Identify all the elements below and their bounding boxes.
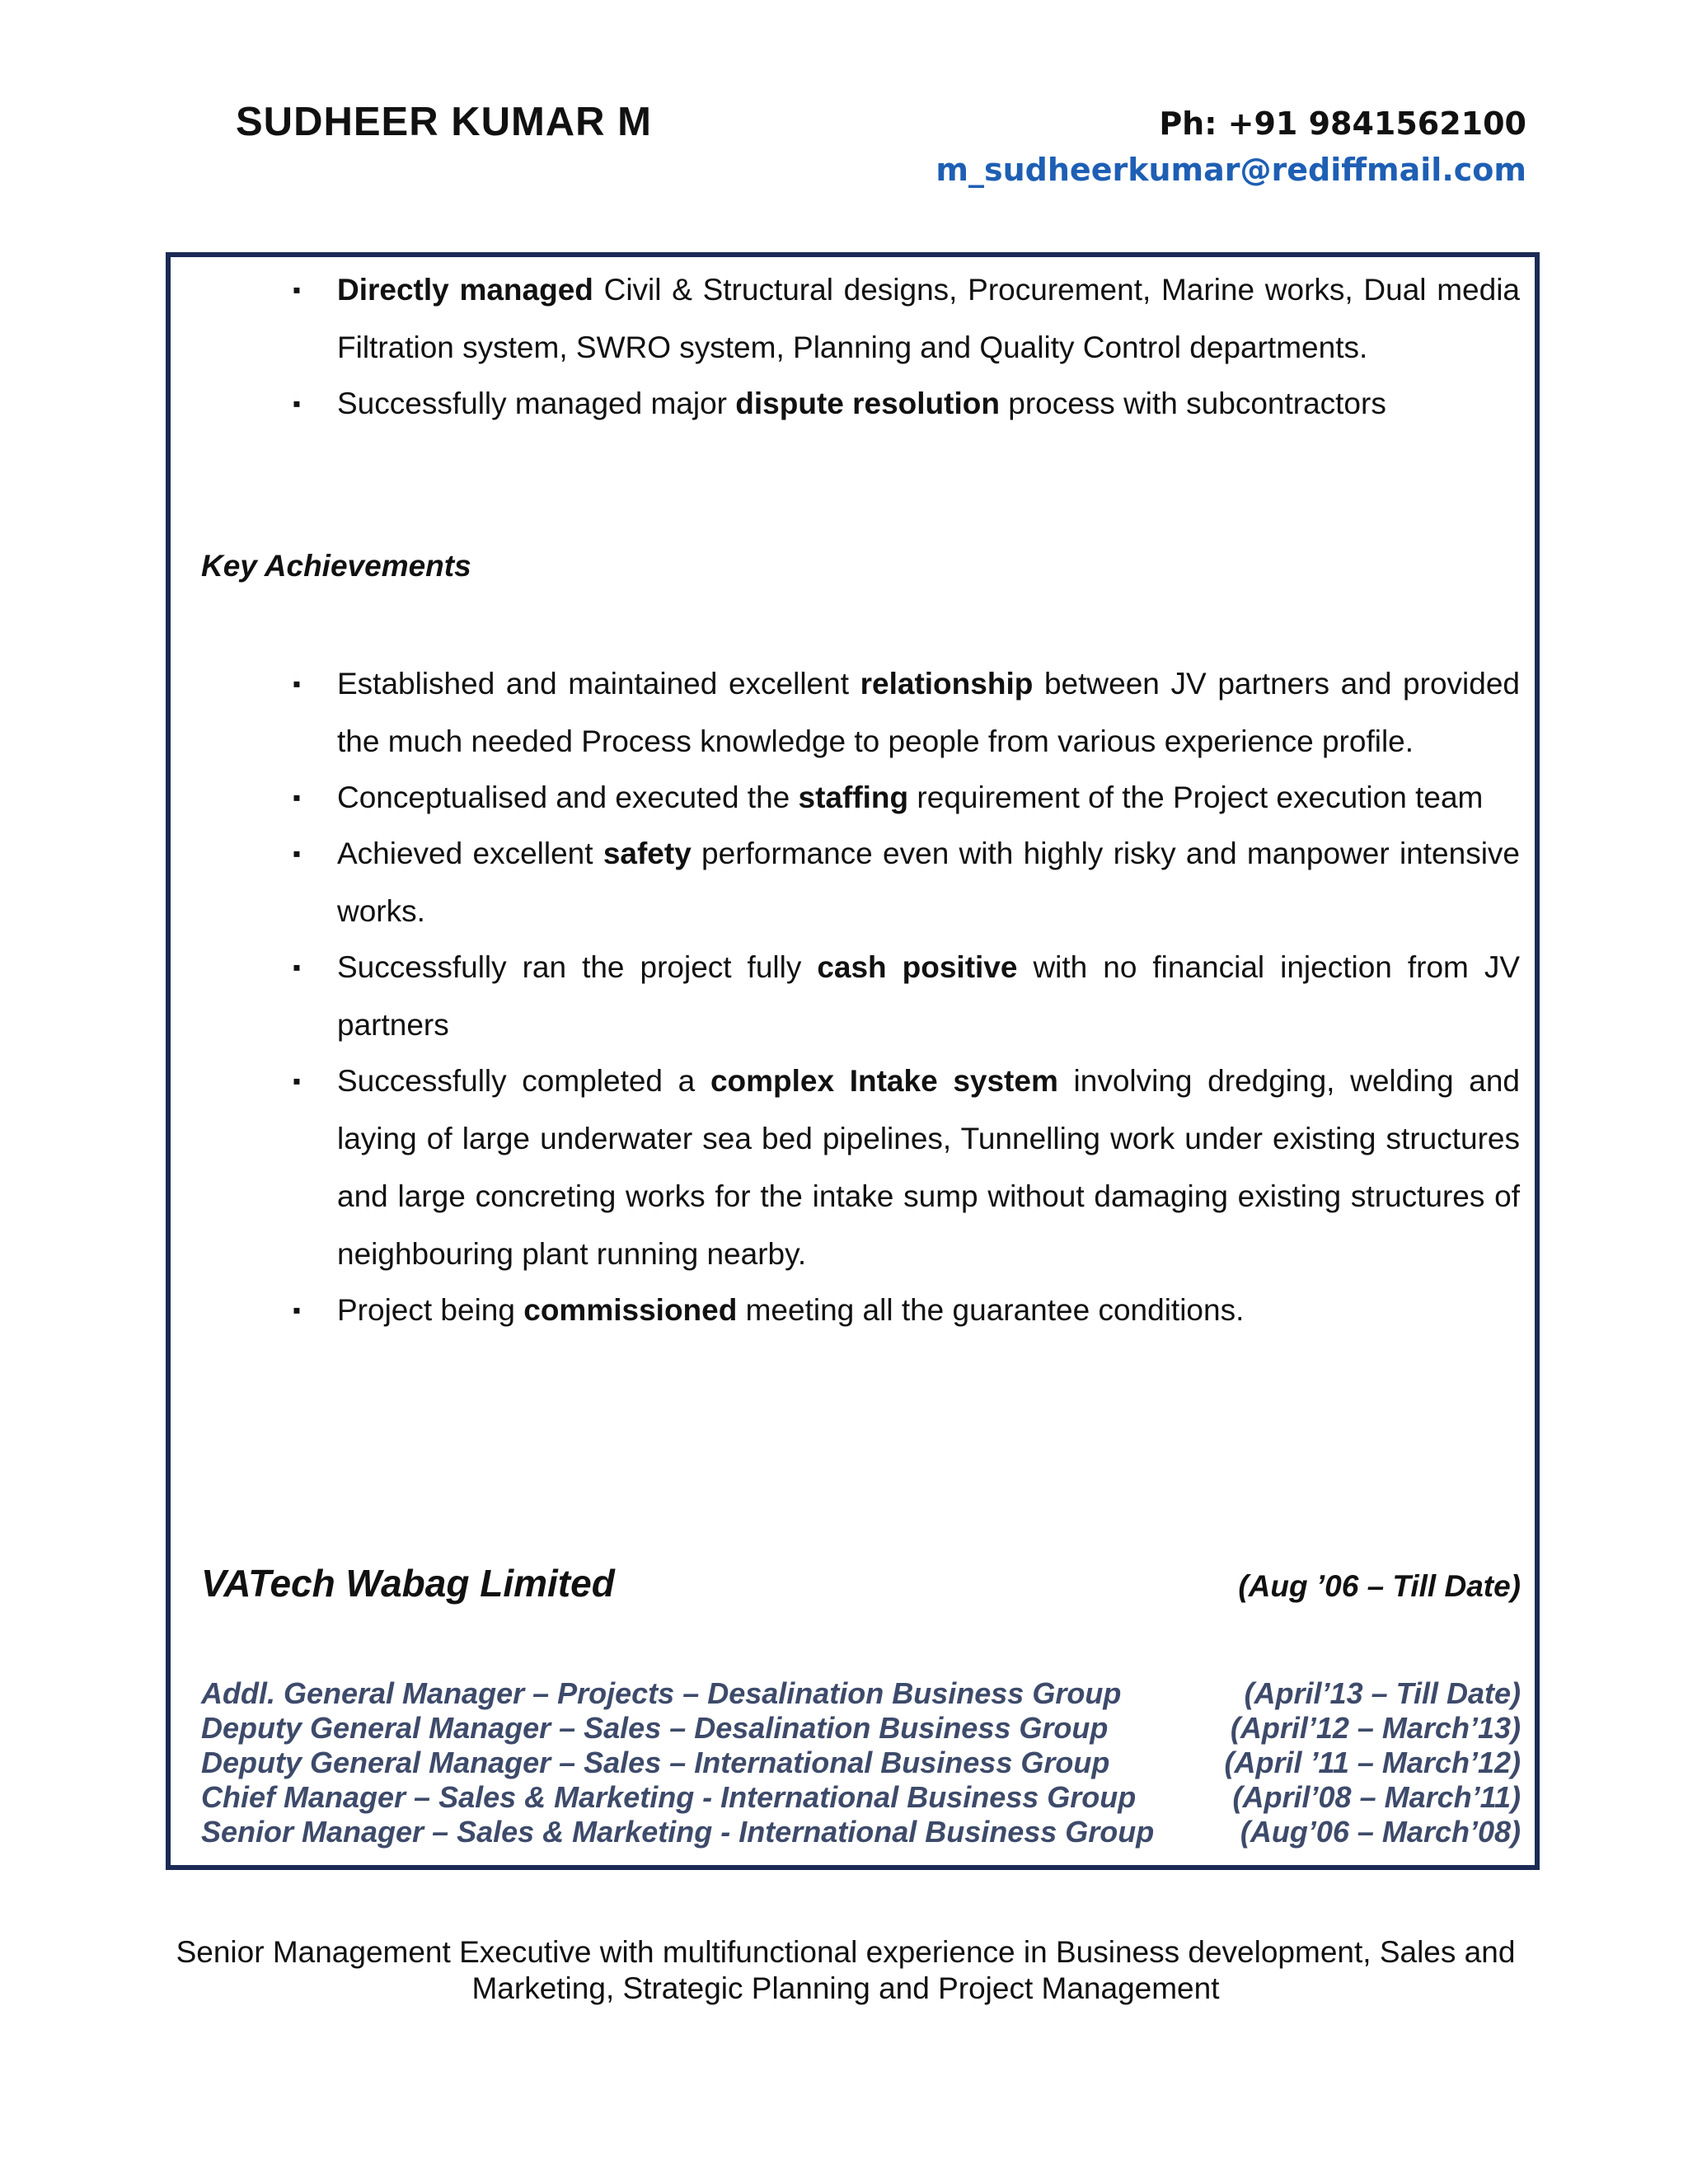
bullet-item xyxy=(293,655,1520,771)
role-dates: (April’12 – March’13) xyxy=(1230,1711,1521,1745)
bullet-text: process with subcontractors xyxy=(999,387,1386,420)
role-title: Chief Manager – Sales & Marketing - International Business Group xyxy=(201,1780,1137,1814)
bullet-marker-icon: ▪ xyxy=(293,785,301,810)
bullet-text: Conceptualised and executed the xyxy=(337,780,799,814)
bullet-marker-icon: ▪ xyxy=(293,391,301,416)
bullet-text: involving dredging, welding and laying of large underwater sea bed pipelines, Tunnelling work under existing structures and large concreting works for the intake sump without damaging existing structures of neighbouring plant running nearby. xyxy=(337,1064,1520,1271)
bullet-emphasis: safety xyxy=(603,837,692,870)
bullet-text: Project being xyxy=(337,1293,524,1327)
bullet-marker-icon: ▪ xyxy=(293,671,301,696)
role-dates: (April’13 – Till Date) xyxy=(1244,1676,1521,1710)
bullet-emphasis: staffing xyxy=(798,780,909,814)
bullet-text: meeting all the guarantee conditions. xyxy=(737,1293,1245,1327)
bullet-text: performance even with highly risky and manpower intensive works. xyxy=(337,837,1520,928)
role-row xyxy=(201,1815,1521,1849)
bullet-marker-icon: ▪ xyxy=(293,277,301,302)
bullet-text: requirement of the Project execution team xyxy=(908,780,1484,814)
bullet-text: Achieved excellent xyxy=(337,837,603,870)
bullet-marker-icon: ▪ xyxy=(293,1068,301,1094)
achievements-list xyxy=(171,655,1535,1338)
role-title: Deputy General Manager – Sales – International Business Group xyxy=(201,1746,1110,1779)
bullet-marker-icon: ▪ xyxy=(293,1297,301,1323)
bullet-item xyxy=(293,1282,1520,1339)
bullet-emphasis: cash positive xyxy=(817,950,1018,984)
role-dates: (Aug’06 – March’08) xyxy=(1240,1815,1521,1849)
roles-list xyxy=(201,1676,1521,1849)
bullet-emphasis: commissioned xyxy=(523,1293,738,1327)
bullet-item xyxy=(293,1052,1520,1283)
email-link[interactable]: m_sudheerkumar@rediffmail.com xyxy=(935,152,1526,188)
bullet-item xyxy=(293,939,1521,1054)
bullet-text: Established and maintained excellent xyxy=(337,667,860,701)
role-title: Senior Manager – Sales & Marketing - International Business Group xyxy=(201,1815,1155,1849)
role-row xyxy=(201,1780,1521,1815)
bullet-item xyxy=(293,375,1520,433)
bullet-emphasis: relationship xyxy=(860,667,1034,701)
bullet-marker-icon: ▪ xyxy=(293,954,301,980)
bullet-text: Successfully ran the project fully xyxy=(337,950,818,984)
bullet-marker-icon: ▪ xyxy=(293,841,301,866)
candidate-name: SUDHEER KUMAR M xyxy=(236,100,652,144)
profile-summary-line: Marketing, Strategic Planning and Project Management xyxy=(471,1971,1220,2005)
bullet-emphasis: Directly managed xyxy=(337,273,593,307)
bullet-text: Successfully completed a xyxy=(337,1064,710,1098)
bullet-item xyxy=(293,825,1520,940)
role-row xyxy=(201,1746,1521,1780)
profile-summary-line: Senior Management Executive with multifunctional experience in Business development, Sales and xyxy=(176,1935,1516,1969)
bullet-emphasis: complex Intake system xyxy=(710,1064,1058,1098)
key-achievements-heading: Key Achievements xyxy=(201,549,471,583)
bullet-item xyxy=(293,261,1520,377)
bullet-text: with no financial injection from JV partners xyxy=(337,950,1521,1042)
role-dates: (April ’11 – March’12) xyxy=(1224,1746,1521,1779)
role-title: Addl. General Manager – Projects – Desalination Business Group xyxy=(201,1676,1122,1710)
company-name: VATech Wabag Limited xyxy=(201,1562,615,1605)
bullet-emphasis: dispute resolution xyxy=(735,387,1000,420)
role-title: Deputy General Manager – Sales – Desalination Business Group xyxy=(201,1711,1109,1745)
phone-number: Ph: +91 9841562100 xyxy=(1159,105,1526,142)
bullet-text: Successfully managed major xyxy=(337,387,736,420)
bullet-item xyxy=(293,769,1520,827)
bullet-text: between JV partners and provided the much needed Process knowledge to people from various experience profile. xyxy=(337,667,1520,758)
profile-summary xyxy=(165,1934,1526,2007)
responsibilities-list xyxy=(171,261,1535,431)
experience-frame xyxy=(166,252,1540,1870)
bullet-text: Civil & Structural designs, Procurement, Marine works, Dual media Filtration system, SWRO system, Planning and Quality Control departments. xyxy=(337,273,1520,364)
role-row xyxy=(201,1676,1521,1711)
role-row xyxy=(201,1711,1521,1746)
company-dates: (Aug ’06 – Till Date) xyxy=(1238,1569,1521,1603)
role-dates: (April’08 – March’11) xyxy=(1232,1780,1521,1814)
